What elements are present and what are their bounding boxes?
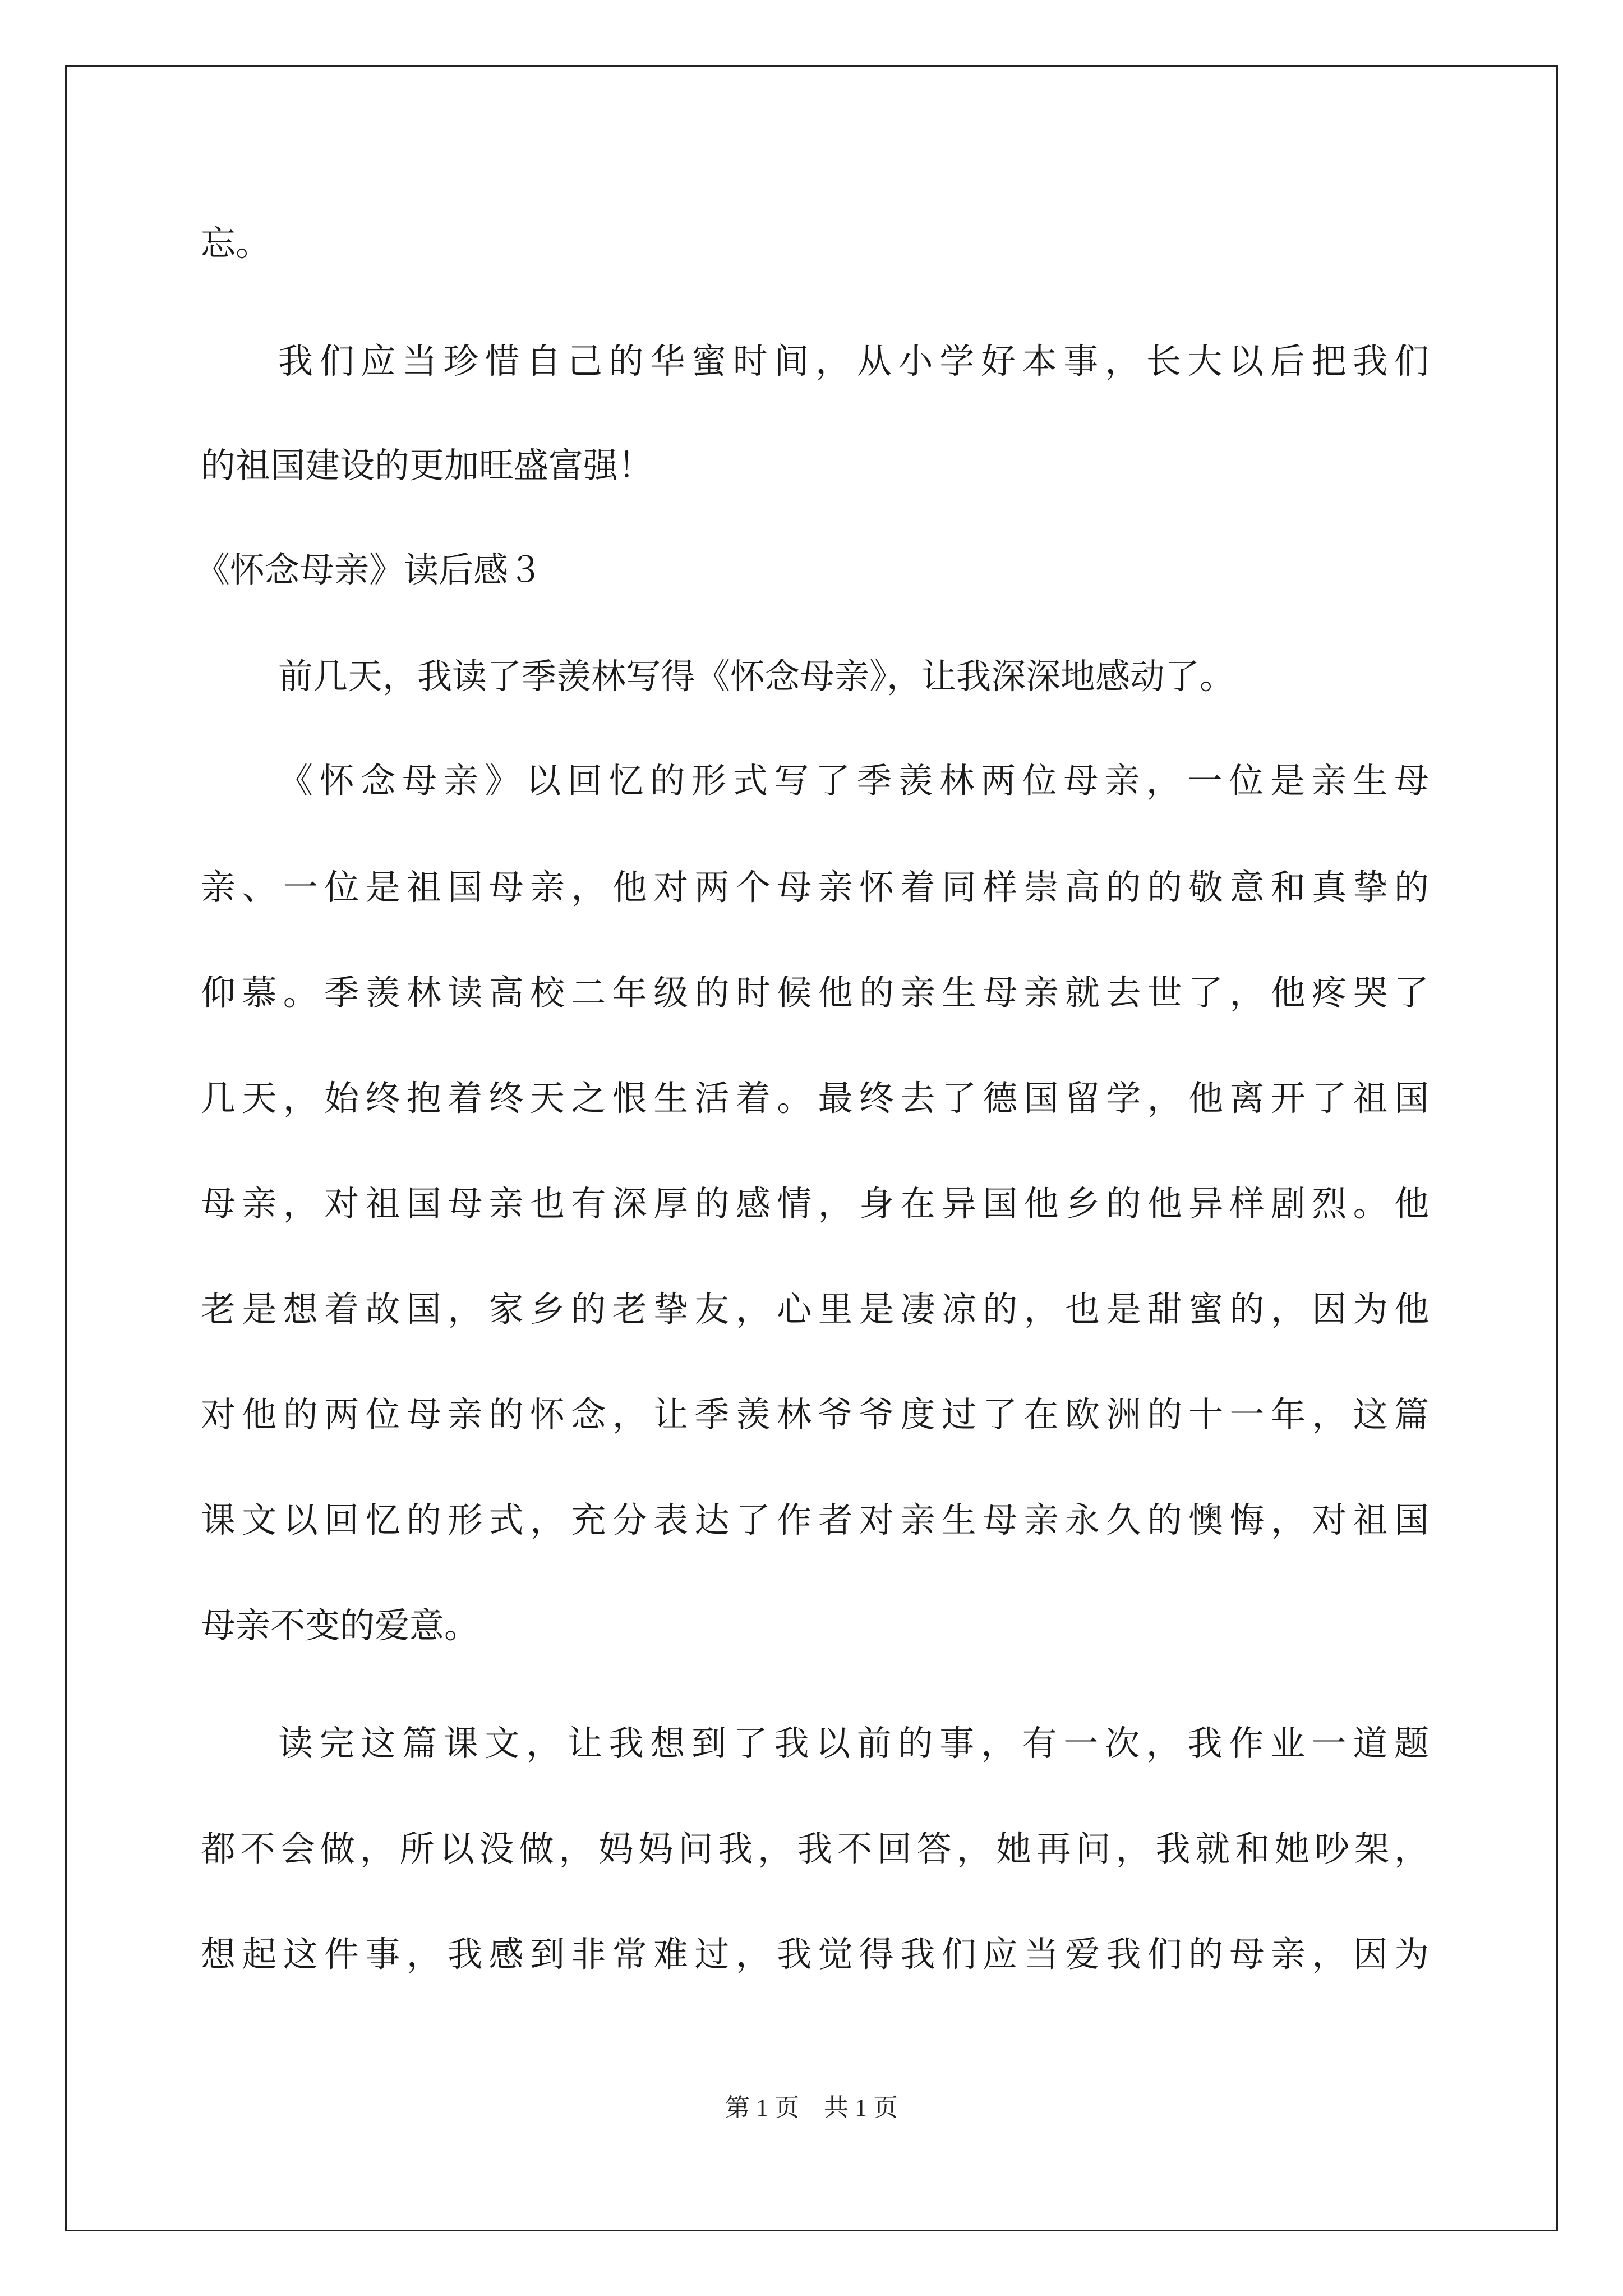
- page-number-current: 第 1 页: [725, 2094, 799, 2122]
- paragraph-line: 忘。: [201, 223, 271, 264]
- paragraph-line: 课文以回忆的形式，充分表达了作者对亲生母亲永久的懊悔，对祖国: [201, 1499, 1429, 1540]
- paragraph-line: 的祖国建设的更加旺盛富强！: [201, 445, 653, 486]
- paragraph-line: 仰慕。季羡林读高校二年级的时候他的亲生母亲就去世了，他疼哭了: [201, 972, 1429, 1013]
- paragraph-line: 前几天，我读了季羡林写得《怀念母亲》，让我深深地感动了。: [278, 656, 1235, 697]
- paragraph-line: 母亲，对祖国母亲也有深厚的感情，身在异国他乡的他异样剧烈。他: [201, 1183, 1429, 1224]
- paragraph-line: 老是想着故国，家乡的老挚友，心里是凄凉的，也是甜蜜的，因为他: [201, 1289, 1429, 1329]
- page-footer: [0, 2091, 1623, 2125]
- paragraph-line: 我们应当珍惜自己的华蜜时间，从小学好本事，长大以后把我们: [278, 341, 1429, 381]
- paragraph-line: 几天，始终抱着终天之恨生活着。最终去了德国留学，他离开了祖国: [201, 1078, 1429, 1119]
- paragraph-line: 都不会做，所以没做，妈妈问我，我不回答，她再问，我就和她吵架，: [201, 1828, 1429, 1869]
- paragraph-line: 对他的两位母亲的怀念，让季羡林爷爷度过了在欧洲的十一年，这篇: [201, 1394, 1429, 1435]
- paragraph-line: 读完这篇课文，让我想到了我以前的事，有一次，我作业一道题: [278, 1723, 1429, 1764]
- section-heading: 《怀念母亲》读后感３: [195, 549, 543, 590]
- paragraph-line: 亲、一位是祖国母亲，他对两个母亲怀着同样崇高的的敬意和真挚的: [201, 867, 1429, 908]
- paragraph-line: 《怀念母亲》以回忆的形式写了季羡林两位母亲，一位是亲生母: [278, 760, 1429, 801]
- paragraph-line: 母亲不变的爱意。: [201, 1605, 479, 1646]
- page-border: [65, 65, 1558, 2231]
- page-number-total: 共 1 页: [824, 2094, 898, 2122]
- paragraph-line: 想起这件事，我感到非常难过，我觉得我们应当爱我们的母亲，因为: [201, 1934, 1429, 1975]
